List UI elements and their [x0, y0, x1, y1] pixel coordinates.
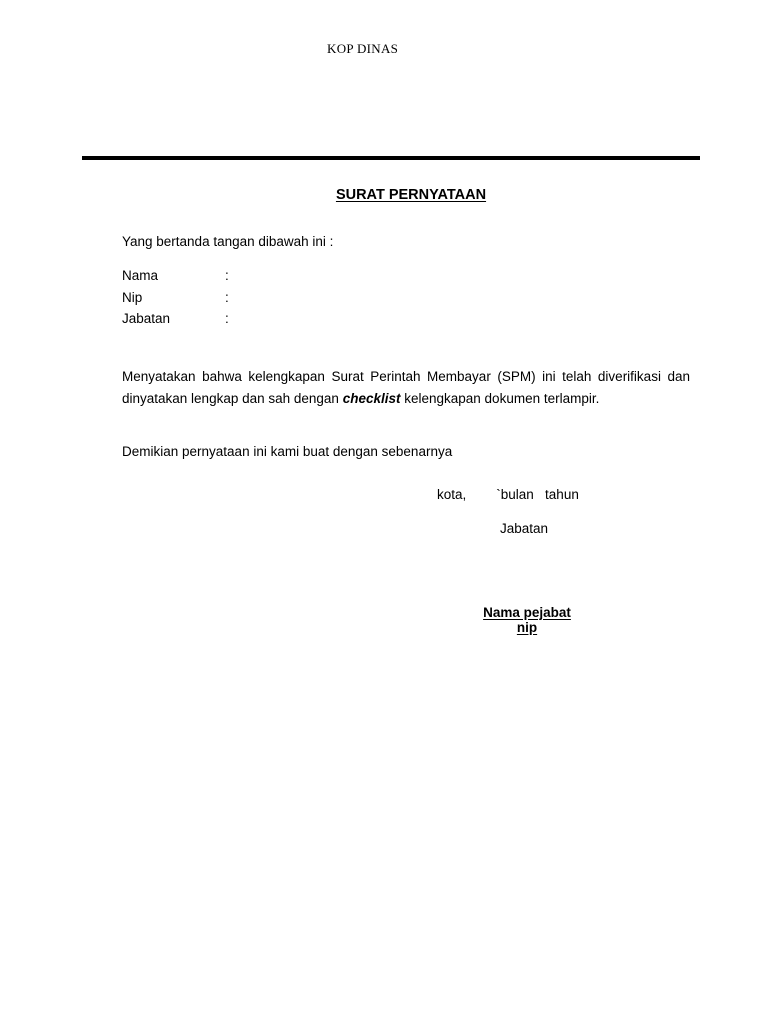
signatory-block	[478, 605, 576, 635]
field-row-jabatan	[122, 311, 229, 333]
statement-paragraph	[122, 366, 690, 409]
signatory-name: Nama pejabat	[483, 605, 571, 620]
document-title: SURAT PERNYATAAN	[335, 187, 487, 203]
signatory-nip: nip	[516, 620, 538, 635]
letterhead-text: KOP DINAS	[327, 41, 399, 56]
field-separator: :	[225, 311, 229, 326]
field-label-jabatan: Jabatan	[122, 311, 171, 326]
field-row-nip	[122, 290, 229, 312]
statement-emphasis: checklist	[342, 390, 401, 406]
statement-text-end: kelengkapan dokumen terlampir.	[400, 390, 600, 406]
field-label-nip: Nip	[122, 289, 143, 305]
identity-fields	[122, 268, 229, 333]
field-label-nama: Nama	[122, 268, 159, 283]
intro-text: Yang bertanda tangan dibawah ini :	[122, 234, 334, 249]
letterhead-divider	[82, 156, 700, 160]
field-row-nama	[122, 268, 229, 290]
place-date-line: kota, `bulan tahun	[437, 487, 579, 502]
signatory-position: Jabatan	[500, 521, 549, 536]
field-separator: :	[225, 289, 229, 305]
closing-text: Demikian pernyataan ini kami buat dengan sebenarnya	[122, 444, 453, 459]
field-separator: :	[225, 268, 229, 283]
statement-text-start: Menyatakan bahwa kelengkapan Surat Perintah Membayar (SPM) ini telah diverifikasi dan dinyatakan lengkap dan sah dengan	[122, 369, 690, 406]
